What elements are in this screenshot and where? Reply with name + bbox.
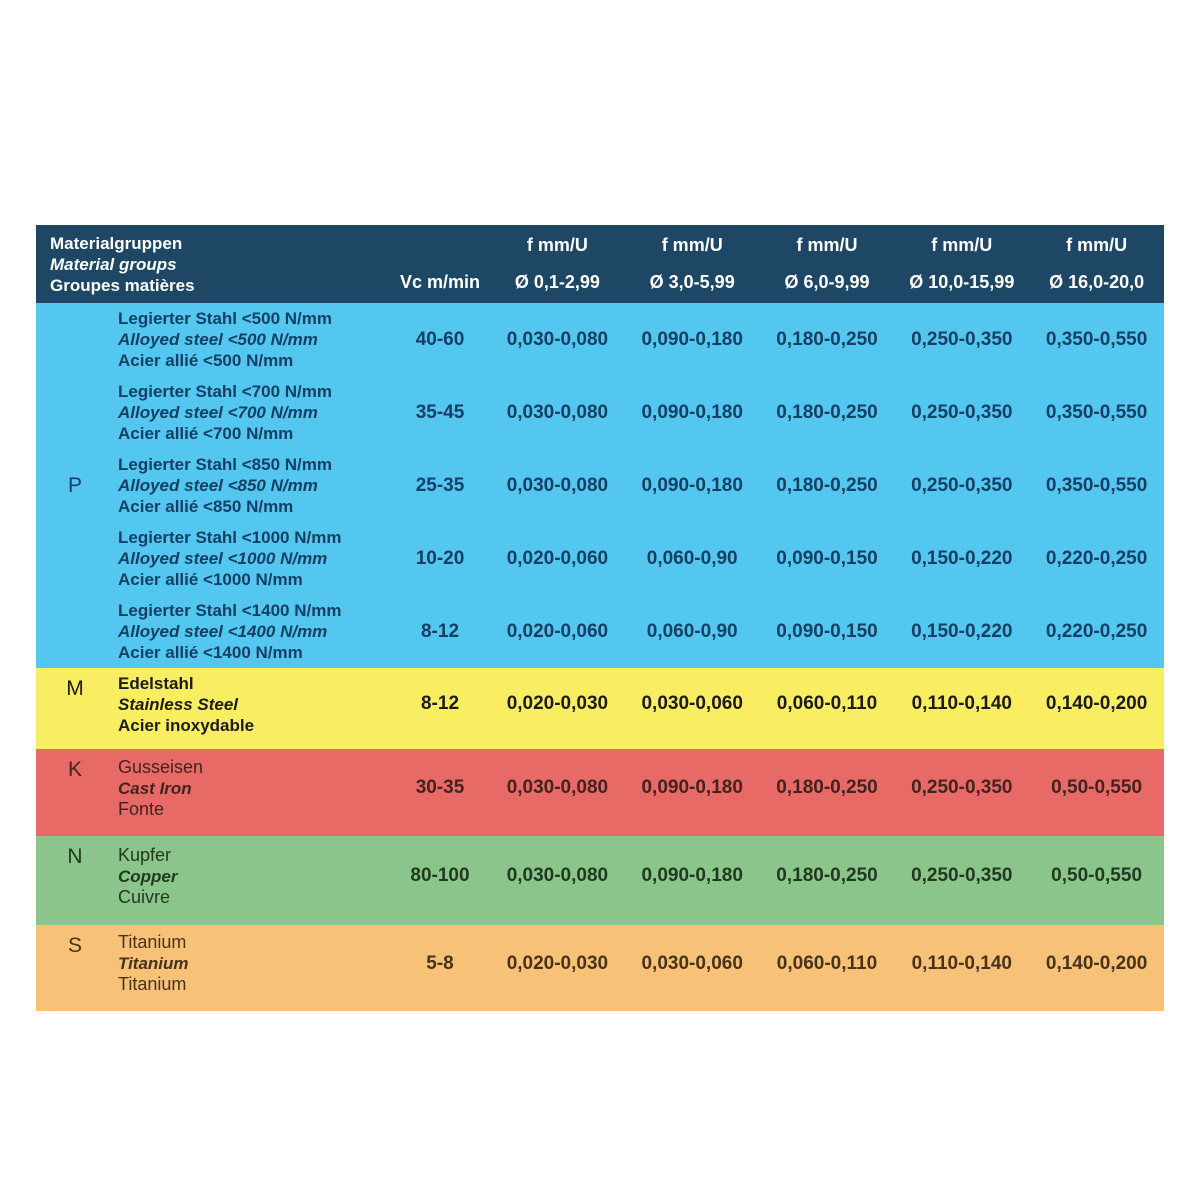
vc-value: 25-35 bbox=[415, 474, 465, 496]
feed-value: 0,030-0,060 bbox=[641, 693, 743, 714]
feed-value: 0,350-0,550 bbox=[1045, 474, 1148, 496]
group-K bbox=[36, 749, 1164, 836]
material-fr: Acier allié <1400 N/mm bbox=[118, 643, 303, 662]
feed-value: 0,250-0,350 bbox=[911, 865, 1013, 886]
vc-value: 8-12 bbox=[420, 620, 460, 642]
feed-value: 0,020-0,060 bbox=[506, 620, 609, 642]
feed-value: 0,030-0,080 bbox=[506, 865, 609, 886]
vc-value: 8-12 bbox=[420, 693, 460, 714]
feed-value: 0,140-0,200 bbox=[1045, 952, 1148, 974]
f-unit-label: f mm/U bbox=[526, 235, 588, 255]
material-fr: Cuivre bbox=[118, 886, 171, 907]
group-letter: K bbox=[67, 758, 82, 781]
material-cell bbox=[114, 376, 390, 449]
feed-value: 0,030-0,080 bbox=[506, 474, 609, 496]
diameter-range-label: Ø 6,0-9,99 bbox=[784, 272, 870, 292]
material-de: Kupfer bbox=[118, 844, 172, 865]
feed-value: 0,50-0,550 bbox=[1051, 865, 1143, 886]
feed-value: 0,090-0,180 bbox=[641, 401, 743, 423]
material-fr: Acier inoxydable bbox=[118, 715, 255, 735]
group-N bbox=[36, 836, 1164, 925]
feed-value: 0,220-0,250 bbox=[1045, 547, 1148, 569]
material-en: Cast Iron bbox=[118, 778, 192, 798]
material-cell bbox=[114, 668, 390, 740]
header-f-col-1 bbox=[490, 225, 625, 303]
material-de: Legierter Stahl <1400 N/mm bbox=[118, 601, 342, 620]
feed-value: 0,030-0,080 bbox=[506, 401, 609, 423]
feed-value: 0,020-0,030 bbox=[506, 952, 609, 974]
material-en: Stainless Steel bbox=[118, 694, 239, 714]
feed-value: 0,030-0,060 bbox=[641, 952, 743, 974]
header-title-en: Material groups bbox=[50, 255, 177, 274]
feed-value: 0,030-0,080 bbox=[506, 777, 609, 798]
feed-value: 0,020-0,060 bbox=[506, 547, 609, 569]
feed-value: 0,030-0,080 bbox=[506, 328, 609, 350]
material-fr: Titanium bbox=[118, 974, 187, 994]
header-f-col-4 bbox=[894, 225, 1029, 303]
vc-value: 30-35 bbox=[415, 777, 465, 798]
group-letter: P bbox=[67, 473, 82, 497]
material-cell bbox=[114, 522, 390, 595]
f-unit-label: f mm/U bbox=[661, 235, 723, 255]
material-cell bbox=[114, 836, 390, 916]
material-cell bbox=[114, 449, 390, 522]
material-de: Edelstahl bbox=[118, 673, 194, 693]
table-header bbox=[36, 225, 1164, 303]
feed-value: 0,180-0,250 bbox=[776, 474, 878, 496]
material-cell bbox=[114, 595, 390, 668]
f-unit-label: f mm/U bbox=[796, 235, 858, 255]
vc-value: 80-100 bbox=[410, 865, 470, 886]
feed-value: 0,090-0,180 bbox=[641, 777, 743, 798]
feed-value: 0,180-0,250 bbox=[776, 328, 878, 350]
feed-value: 0,060-0,90 bbox=[646, 547, 738, 569]
material-en: Titanium bbox=[118, 954, 189, 973]
feed-value: 0,090-0,150 bbox=[776, 547, 878, 569]
vc-value: 10-20 bbox=[415, 547, 465, 569]
header-title bbox=[36, 225, 390, 303]
feed-value: 0,180-0,250 bbox=[776, 777, 878, 798]
group-S bbox=[36, 925, 1164, 1011]
feed-value: 0,140-0,200 bbox=[1045, 693, 1148, 714]
feed-value: 0,220-0,250 bbox=[1045, 620, 1148, 642]
feed-value: 0,250-0,350 bbox=[911, 328, 1013, 350]
feed-value: 0,350-0,550 bbox=[1045, 328, 1148, 350]
material-de: Legierter Stahl <700 N/mm bbox=[118, 382, 333, 401]
feed-value: 0,110-0,140 bbox=[911, 693, 1012, 714]
material-de: Legierter Stahl <850 N/mm bbox=[118, 455, 333, 474]
feed-value: 0,090-0,180 bbox=[641, 865, 743, 886]
material-fr: Acier allié <700 N/mm bbox=[118, 424, 294, 443]
group-M bbox=[36, 668, 1164, 749]
group-letter: M bbox=[66, 677, 84, 700]
header-title-de: Materialgruppen bbox=[50, 234, 183, 253]
feed-value: 0,020-0,030 bbox=[506, 693, 609, 714]
material-fr: Acier allié <500 N/mm bbox=[118, 351, 294, 370]
material-en: Alloyed steel <700 N/mm bbox=[118, 403, 318, 422]
feed-value: 0,060-0,90 bbox=[646, 620, 738, 642]
material-fr: Acier allié <850 N/mm bbox=[118, 497, 294, 516]
group-letter: S bbox=[67, 934, 82, 957]
feed-value: 0,090-0,180 bbox=[641, 474, 743, 496]
material-en: Alloyed steel <500 N/mm bbox=[118, 330, 318, 349]
material-en: Alloyed steel <1000 N/mm bbox=[118, 549, 328, 568]
feed-value: 0,180-0,250 bbox=[776, 401, 878, 423]
material-de: Legierter Stahl <500 N/mm bbox=[118, 309, 333, 328]
group-P bbox=[36, 303, 1164, 668]
header-title-fr: Groupes matières bbox=[50, 276, 195, 295]
header-f-col-5 bbox=[1029, 225, 1164, 303]
feed-value: 0,110-0,140 bbox=[911, 952, 1012, 974]
material-en: Alloyed steel <850 N/mm bbox=[118, 476, 318, 495]
diameter-range-label: Ø 10,0-15,99 bbox=[909, 272, 1015, 292]
feed-value: 0,090-0,180 bbox=[641, 328, 743, 350]
material-en: Copper bbox=[118, 866, 178, 886]
header-f-col-2 bbox=[625, 225, 760, 303]
diameter-range-label: Ø 16,0-20,0 bbox=[1049, 272, 1145, 292]
feed-value: 0,180-0,250 bbox=[776, 865, 878, 886]
header-f-col-3 bbox=[760, 225, 895, 303]
vc-value: 35-45 bbox=[415, 401, 465, 423]
diameter-range-label: Ø 0,1-2,99 bbox=[514, 272, 600, 292]
material-cell bbox=[114, 925, 390, 1002]
feed-value: 0,250-0,350 bbox=[911, 474, 1013, 496]
cutting-data-table bbox=[36, 225, 1164, 1011]
material-de: Titanium bbox=[118, 932, 187, 952]
material-de: Legierter Stahl <1000 N/mm bbox=[118, 528, 342, 547]
feed-value: 0,150-0,220 bbox=[911, 620, 1013, 642]
material-cell bbox=[114, 749, 390, 827]
material-de: Gusseisen bbox=[118, 756, 204, 777]
vc-value: 5-8 bbox=[426, 952, 454, 974]
material-fr: Acier allié <1000 N/mm bbox=[118, 570, 303, 589]
header-vc: Vc m/min bbox=[399, 272, 481, 292]
group-letter: N bbox=[67, 845, 83, 868]
feed-value: 0,060-0,110 bbox=[776, 952, 878, 974]
diameter-range-label: Ø 3,0-5,99 bbox=[649, 272, 735, 292]
material-fr: Fonte bbox=[118, 798, 165, 819]
vc-value: 40-60 bbox=[415, 328, 465, 350]
feed-value: 0,250-0,350 bbox=[911, 401, 1013, 423]
material-en: Alloyed steel <1400 N/mm bbox=[118, 622, 328, 641]
feed-value: 0,150-0,220 bbox=[911, 547, 1013, 569]
f-unit-label: f mm/U bbox=[931, 235, 993, 255]
feed-value: 0,060-0,110 bbox=[776, 693, 878, 714]
f-unit-label: f mm/U bbox=[1066, 235, 1128, 255]
feed-value: 0,090-0,150 bbox=[776, 620, 878, 642]
feed-value: 0,50-0,550 bbox=[1051, 777, 1143, 798]
feed-value: 0,350-0,550 bbox=[1045, 401, 1148, 423]
material-cell bbox=[114, 303, 390, 376]
feed-value: 0,250-0,350 bbox=[911, 777, 1013, 798]
